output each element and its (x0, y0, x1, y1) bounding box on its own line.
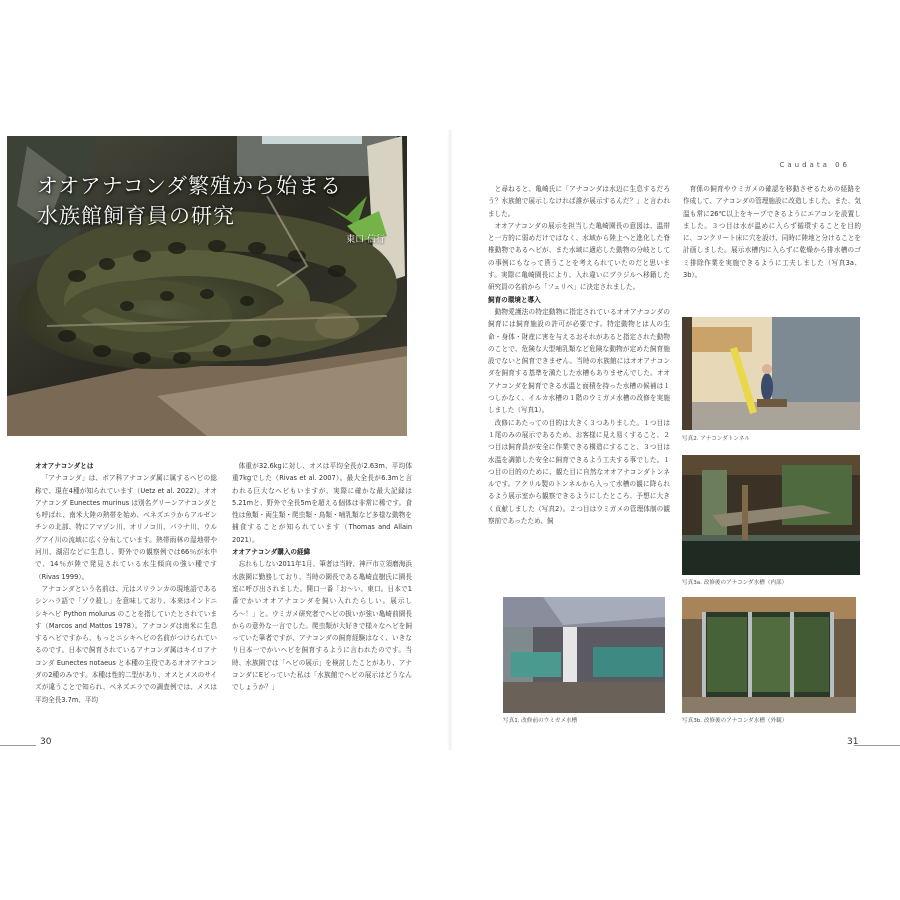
left-column-1 (35, 460, 217, 706)
magazine-header: Caudata 06 (779, 161, 850, 169)
body-paragraph: 動物愛護法の特定動物に指定されているオオアナコンダの飼育には飼育施設の許可が必要です。特定動物とは人の生命・身体・財産に害を与えるおそれがあると指定された動物のことで、危険な大型哺乳類など危険な動物が定めた飼育施設でないと飼育できません。当時の水族館にはオオアナコンダを飼育する基準を満たした水槽もありませんでした。オオアナコンダを飼育できる水温と面積を持った水槽の候補は１つしかなく、イルカ水槽の１階のウミガメ水槽の改修を実施しました（写真1）。 (488, 307, 670, 415)
right-footer-rule (854, 745, 900, 746)
hero-photo-anaconda (7, 136, 407, 436)
body-paragraph: オオアナコンダの展示を担当した亀崎園長の意図は、温帯と一方的に弱めだけではなく、水域から陸上へと進化した脊椎動物であるヘビが、また水域に適応した動物の分岐としての事例にもなって貰うことを考えられていたのだと思います。実際に亀崎園長により、入れ違いにブラジルへ移籍した研究員の名前から「フェリペ」に決定されました。 (488, 221, 670, 292)
photo-2-anaconda-tunnel (682, 317, 860, 430)
left-column-2 (232, 460, 412, 694)
body-paragraph: アナコンダという名前は、元はスリランカの現地語であるシンハラ語で「ゾウ殺し」を意味しており、本来はインドニシキヘビ Python molurus のことを指していたとされています（Marcos and Mattos 1978）。アナコンダは南米に生息するヘビですから、もっとニシキヘビの名前がつけられているのです。日本で飼育されているアナコンダ属はキイロアナコンダ Eunectes notaeus と本種の主役であるオオアナコンダの2種のみです。本種は性的二型があり、オスとメスのサイズが違うことで知られ、ベネズエラでの調査例では、メスは平均全長3.7m、平均 (35, 584, 217, 704)
article-title-line-1: オオアナコンダ繁殖から始まる (37, 174, 343, 198)
body-paragraph: 体重が32.6kgに対し、オスは平均全長が2.63m、平均体重7kgでした（Rivas et al. 2007）。最大全長が6.3mと言われる巨大なヘビもいますが、実際に確かな最大記録は5.21mと、野外で全長5mを超える個体は非常に稀です。食性は魚類・両生類・爬虫類・鳥類・哺乳類など多様な動物を捕食することが知られています（Thomas and Allain 2021）。 (232, 462, 412, 544)
photo-1-turtle-tank-before (503, 597, 665, 713)
body-paragraph: 育係の飼育やウミガメの確認を移動させるための経路を作成して、アナコンダの管理施設に改造しました。また、気温も常に26℃以上をキープできるようにエアコンを設置しました。３つ目は水が温めに入らず循環することを目的に、コンクリート床に穴を設け、同時に陸地と分けることを計画しました。展示水槽内に入らずに乾燥から排水槽のゴミ排除作業を実施できるように工夫しました（写真3a、3b）。 (683, 185, 861, 280)
right-column-2 (683, 183, 861, 281)
body-paragraph: 「アナコンダ」は、ボア科アナコンダ属に属するヘビの総称で、現在4種が知られています（Uetz et al. 2022）。オオアナコンダ Eunectes murinus は別名グリーンアナコンダとも呼ばれ、南米大陸の熱帯を始め、ベネズエラからアルゼンチンの北部、特にアマゾン川、オリノコ川、パラナ川、ウルグアイ川の流域に広く分布しています。熱帯雨林の湿地帯や河川、湖沼などに生息し、野外での観察例では66％が水中で、14％が陸で発見されている水生傾向の強い種です（Rivas 1999）。 (35, 474, 217, 581)
body-paragraph: 忘れもしない2011年1月、筆者は当時、神戸市立須磨海浜水族園に勤務しており、当時の園長である亀崎直樹氏に園長室に呼び出されました。開口一番「お〜い、東口。日本で1番でかいオオアナコンダを飼い入れたらしい。展示しろ〜！」と。ウミガメ研究者でヘビの扱いが強い亀崎前園長からの意外な一言でした。爬虫類が大好きで様々なヘビを飼っていた筆者ですが、アナコンダの飼育経験はなく、いきなり日本一でかいヘビを飼育するように言われたのです。当時、水族園では「ヘビの展示」を検討したことがあり、アナコンダにEビっていた私は「水族館でヘビの展示はどうなんでしょうか？」 (232, 560, 412, 692)
caption-photo-2: 写真2. アナコンダトンネル (682, 436, 751, 442)
caption-photo-3a: 写真3a. 改修後のアナコンダ水槽（内部） (682, 580, 788, 586)
page-number-right: 31 (847, 737, 859, 747)
article-title (37, 171, 342, 231)
caption-photo-3b: 写真3b. 改修後のアナコンダ水槽（外観） (682, 718, 788, 724)
photo-3b-tank-exterior (682, 597, 856, 713)
author-name: 東口 信行 (346, 235, 385, 245)
section-heading: オオアナコンダとは (35, 462, 94, 470)
section-heading: オオアナコンダ購入の経緯 (232, 548, 311, 557)
right-page (450, 0, 900, 900)
page-number-left: 30 (40, 737, 52, 747)
article-title-line-2: 水族館飼育員の研究 (37, 204, 235, 228)
body-paragraph: と尋ねると、亀崎氏に「アナコンダは水辺に生息するだろう？水族館で展示しなければ誰が展示するんだ？」と言われました。 (488, 185, 670, 218)
tank-interior-photo (682, 455, 860, 575)
body-paragraph: 改修にあたっての目的は大きく３つありました。１つ目は１尾のみの展示であるため、お客様に見え易くすること、２つ目は飼育員が安全に作業できる構造にすること、３つ目は水温を調節した安全に飼育できるよう工夫する事でした。１つ目の目的のために、観た目に自然なオオアナコンダトンネルです。アクリル製のトンネルから入って水槽の観に降られるよう展示室から観察できるようにしたところ、予想に大きく貢献しました（写真2）。２つ目はウミガメの管理体制の観察前であったため、飼 (488, 418, 670, 526)
turtle-tank-photo (503, 597, 665, 713)
section-heading: 飼育の環境と導入 (488, 295, 541, 304)
caption-photo-1: 写真1. 改修前のウミガメ水槽 (503, 718, 578, 724)
right-column-1 (488, 183, 670, 527)
left-footer-rule (0, 745, 36, 746)
tunnel-photo (682, 317, 860, 430)
tank-exterior-photo (682, 597, 856, 713)
photo-3a-tank-interior (682, 455, 860, 575)
